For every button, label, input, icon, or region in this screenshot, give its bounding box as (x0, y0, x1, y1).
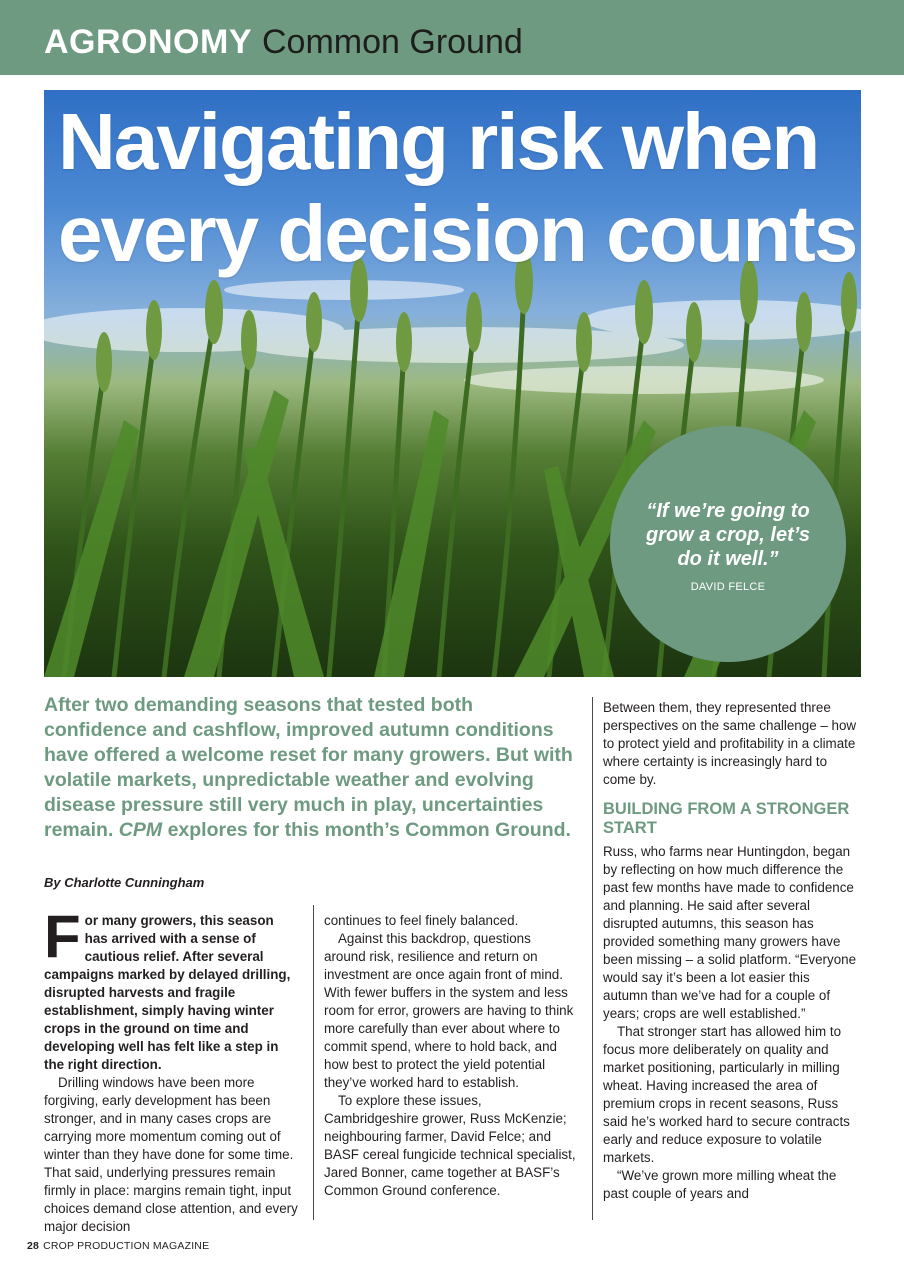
body-paragraph: Russ, who farms near Huntingdon, began by reflecting on how much difference the past few months have made to confidence and planning. He said after several disrupted autumns, this season has provided something many growers have been missing – a solid platform. “Everyone would say it’s been a lot easier this autumn than we’ve had for a couple of years; crops are well established.” (603, 844, 857, 1021)
body-paragraph: continues to feel finely balanced. (324, 913, 519, 928)
page-footer (27, 1240, 209, 1252)
section-subhead: BUILDING FROM A STRONGER START (603, 800, 850, 837)
column-divider (313, 905, 314, 1220)
body-paragraph: To explore these issues, Cambridgeshire grower, Russ McKenzie; neighbouring farmer, David Felce; and BASF cereal fungicide technical specialist, Jared Bonner, came together at BASF’s Common Ground conference. (324, 1093, 576, 1198)
standfirst-text-end: explores for this month’s Common Ground. (167, 819, 571, 841)
body-paragraph: “We’ve grown more milling wheat the past couple of years and (603, 1168, 837, 1201)
pull-quote (610, 426, 846, 662)
body-paragraph: Drilling windows have been more forgiving, early development has been stronger, and in many cases crops are carrying more momentum coming out of winter than they have done for some time. That said, underlying pressures remain firmly in place: margins remain tight, input choices demand close attention, and every major decision (44, 1075, 298, 1234)
pull-quote-attribution: DAVID FELCE (690, 581, 766, 593)
hero-image (44, 90, 861, 677)
drop-cap: F (44, 903, 81, 970)
standfirst-text: After two demanding seasons that tested both confidence and cashflow, improved autumn conditions have offered a welcome reset for many growers. But with volatile markets, unpredictable weather and evolving disease pressure still very much in play, uncertainties remain. (44, 694, 573, 841)
page-number: 28 (27, 1240, 40, 1252)
article-headline: Navigating risk when every decision counts (58, 97, 857, 278)
magazine-name: CPM (118, 819, 163, 841)
publication-name: CROP PRODUCTION MAGAZINE (43, 1240, 210, 1252)
column-divider (592, 697, 593, 1220)
body-paragraph: Against this backdrop, questions around risk, resilience and return on investment are once again front of mind. With fewer buffers in the system and less room for error, growers are having to think more carefully than ever about where to commit spend, where to hold back, and how best to protect the yield potential they’ve worked hard to establish. (324, 931, 574, 1090)
pull-quote-text: “If we’re going to grow a crop, let’s do it well.” (645, 500, 811, 570)
body-column-2 (324, 912, 576, 1200)
lead-text: or many growers, this season has arrived with a sense of cautious relief. After several campaigns marked by delayed drilling, disrupted harvests and fragile establishment, simply having winter crops in the ground on time and developing well has felt like a step in the right direction. (44, 913, 291, 1072)
body-paragraph: That stronger start has allowed him to focus more deliberately on quality and market positioning, particularly in milling wheat. Having increased the area of premium crops in recent seasons, Russ said he’s worked hard to secure contracts early and reduce exposure to volatile markets. (603, 1024, 850, 1165)
section-label (44, 20, 523, 64)
body-paragraph: Between them, they represented three perspectives on the same challenge – how to protect yield and profitability in a climate where certainty is increasingly hard to come by. (603, 700, 857, 787)
byline: By Charlotte Cunningham (44, 875, 205, 890)
body-column-3 (603, 699, 858, 1203)
standfirst (44, 693, 574, 843)
lead-paragraph (44, 903, 299, 1074)
section-series-title: Common Ground (262, 23, 523, 61)
body-column-1 (44, 903, 299, 1236)
section-kicker: AGRONOMY (44, 23, 252, 61)
section-header-bar (0, 0, 904, 75)
